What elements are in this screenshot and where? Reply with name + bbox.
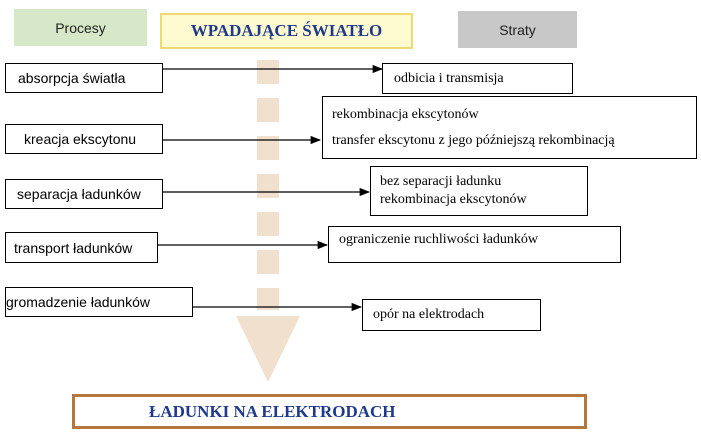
loss-line: ograniczenie ruchliwości ładunków (339, 232, 539, 247)
process-label: gromadzenie ładunków (6, 294, 150, 310)
loss-line: opór na elektrodach (373, 307, 485, 322)
incoming-light-title: WPADAJĄCE ŚWIATŁO (160, 13, 413, 49)
loss-line: bez separacji ładunku (380, 174, 502, 189)
loss-line: rekombinacja ekscytonów (332, 106, 479, 122)
process-label: transport ładunków (14, 239, 133, 256)
charges-on-electrodes-box: ŁADUNKI NA ELEKTRODACH (72, 394, 587, 429)
loss-line: odbicia i transmisja (394, 70, 504, 86)
losses-header: Straty (458, 11, 577, 48)
loss-line: transfer ekscytonu z jego późniejszą rekombinacją (332, 132, 615, 148)
processes-header: Procesy (14, 9, 147, 46)
loss-line: rekombinacja ekscytonów (380, 192, 527, 207)
process-label: kreacja ekscytonu (24, 131, 137, 147)
process-label: absorpcja światła (18, 70, 126, 86)
process-label: separacja ładunków (17, 186, 141, 202)
